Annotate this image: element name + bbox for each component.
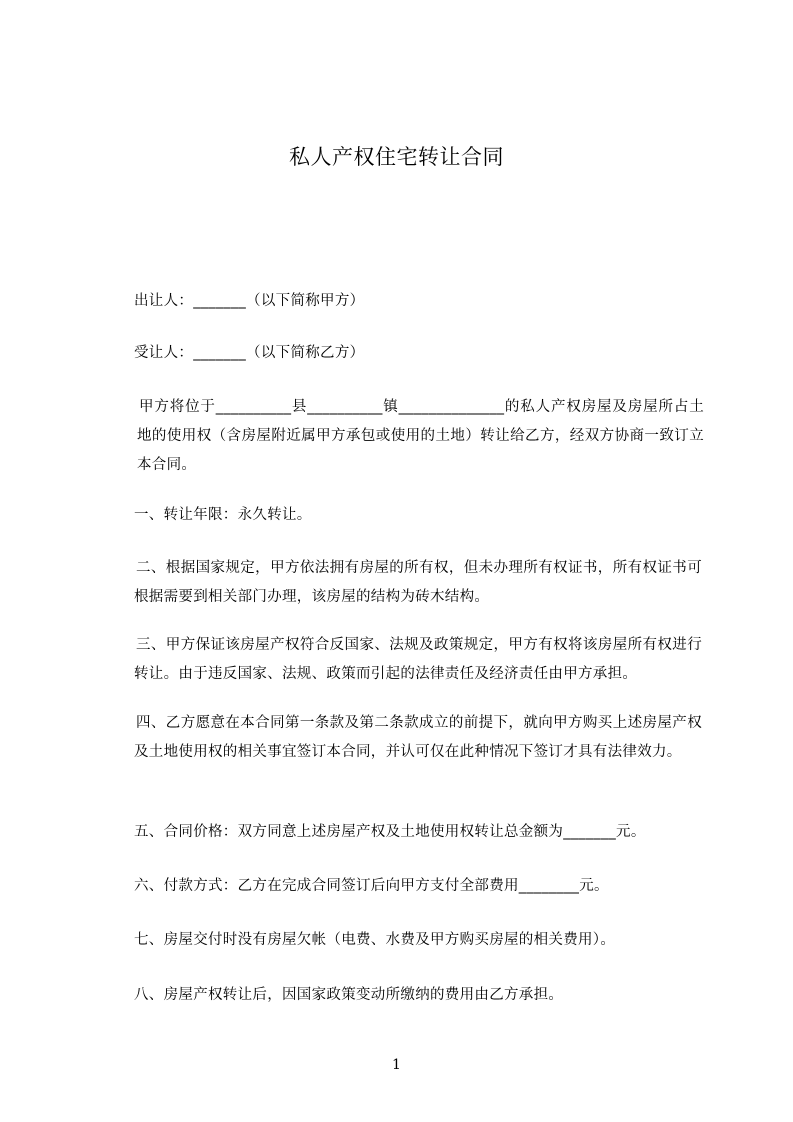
- paragraph-transferee: 受让人：_______（以下简称乙方）: [134, 345, 365, 361]
- paragraph-clause-2: 二、根据国家规定，甲方依法拥有房屋的所有权，但未办理所有权证书，所有权证书可根据需要到相关部门办理，该房屋的结构为砖木结构。: [134, 560, 702, 605]
- paragraph-clause-8: 八、房屋产权转让后，因国家政策变动所缴纳的费用由乙方承担。: [134, 987, 564, 1003]
- page-number: 1: [392, 1057, 401, 1073]
- page-title: 私人产权住宅转让合同: [289, 145, 504, 169]
- paragraph-clause-6: 六、付款方式：乙方在完成合同签订后向甲方支付全部费用________元。: [134, 878, 609, 894]
- paragraph-preamble: 甲方将位于__________县__________镇______________的私人产权房屋及房屋所占土地的使用权（含房屋附近属甲方承包或使用的土地）转让给乙方，经双方协商一致订立本合同。: [137, 399, 704, 473]
- paragraph-clause-5: 五、合同价格：双方同意上述房屋产权及土地使用权转让总金额为_______元。: [134, 824, 646, 840]
- paragraph-clause-3: 三、甲方保证该房屋产权符合反国家、法规及政策规定，甲方有权将该房屋所有权进行转让。由于违反国家、法规、政策而引起的法律责任及经济责任由甲方承担。: [134, 637, 702, 682]
- paragraph-clause-1: 一、转让年限：永久转让。: [134, 507, 312, 523]
- paragraph-clause-4: 四、乙方愿意在本合同第一条款及第二条款成立的前提下，就向甲方购买上述房屋产权及土地使用权的相关事宜签订本合同，并认可仅在此种情况下签订才具有法律效力。: [134, 715, 702, 760]
- paragraph-transferor: 出让人：_______（以下简称甲方）: [134, 293, 365, 309]
- paragraph-clause-7: 七、房屋交付时没有房屋欠帐（电费、水费及甲方购买房屋的相关费用）。: [134, 932, 616, 948]
